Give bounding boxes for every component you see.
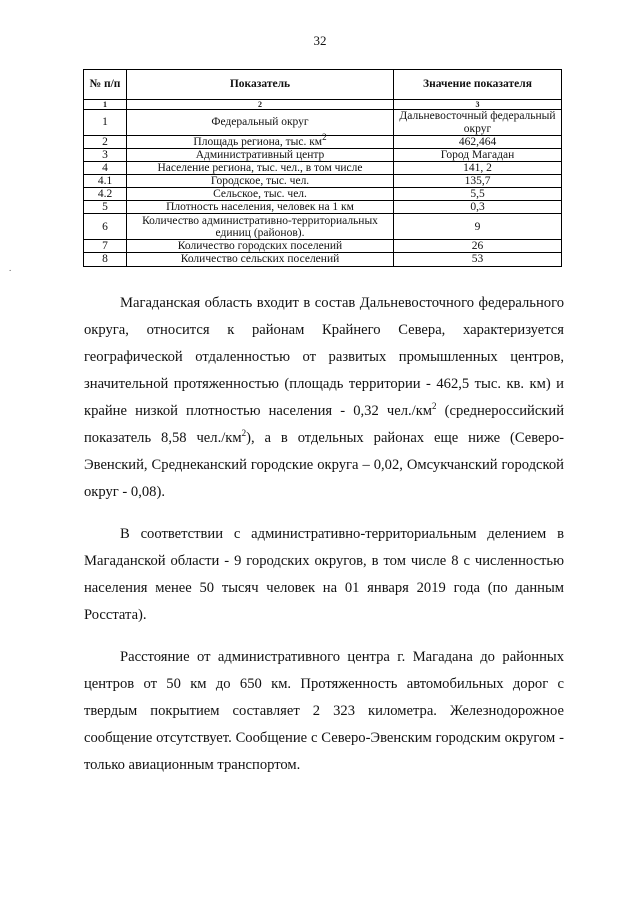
page-number: 32 bbox=[313, 33, 327, 48]
indicator-text: Административный центр bbox=[195, 149, 325, 162]
row-number: 4.2 bbox=[84, 188, 127, 201]
row-value: 53 bbox=[394, 253, 562, 266]
column-number: 1 bbox=[84, 100, 127, 110]
table-row bbox=[84, 188, 562, 201]
row-number: 3 bbox=[84, 149, 127, 162]
row-value: 9 bbox=[394, 214, 562, 240]
column-number: 2 bbox=[127, 100, 394, 110]
indicator-text: Количество сельских поселений bbox=[180, 253, 340, 266]
row-value: 141, 2 bbox=[394, 162, 562, 175]
row-indicator bbox=[127, 188, 394, 201]
paragraph-1-part-b: (среднероссийский показатель 8,58 чел./км bbox=[84, 403, 565, 446]
indicator-text: Количество городских поселений bbox=[177, 240, 343, 253]
paragraph-1-part-a: Магаданская область входит в состав Дальневосточного федерального округа, относится к районам Крайнего Севера, характеризуется географической отдаленностью от развитых промышленных центров, значительной протяженностью (площадь территории - 462,5 тыс. кв. км) и крайне низкой плотностью населения - 0,32 чел./км bbox=[84, 295, 564, 419]
header-indicator: Показатель bbox=[127, 70, 394, 100]
column-number: 3 bbox=[394, 100, 562, 110]
row-indicator bbox=[127, 110, 394, 136]
body-text bbox=[84, 290, 564, 794]
superscript: 2 bbox=[241, 428, 247, 439]
table-header-row bbox=[84, 70, 562, 100]
table-row bbox=[84, 175, 562, 188]
row-number: 2 bbox=[84, 136, 127, 149]
paragraph-1-part-c: ), а в отдельных районах еще ниже (Северо-Эвенский, Среднеканский городские округа – 0,02, Омсукчанский городской округ - 0,08). bbox=[84, 430, 564, 500]
table-row bbox=[84, 149, 562, 162]
row-value: 135,7 bbox=[394, 175, 562, 188]
row-indicator bbox=[127, 132, 394, 149]
table-row bbox=[84, 136, 562, 149]
indicator-text: Площадь региона, тыс. км bbox=[193, 136, 323, 148]
indicator-text: Количество административно-территориальных единиц (районов). bbox=[142, 214, 378, 239]
superscript: 2 bbox=[322, 132, 327, 143]
column-numbers-row bbox=[84, 100, 562, 110]
row-number: 6 bbox=[84, 214, 127, 240]
table-row bbox=[84, 240, 562, 253]
table-row bbox=[84, 201, 562, 214]
row-number: 1 bbox=[84, 110, 127, 136]
table-row bbox=[84, 162, 562, 175]
table-row bbox=[84, 253, 562, 266]
row-number: 4.1 bbox=[84, 175, 127, 188]
header-number: № п/п bbox=[84, 70, 127, 100]
row-indicator bbox=[127, 253, 394, 266]
row-value: 0,3 bbox=[394, 201, 562, 214]
indicator-text: Население региона, тыс. чел., в том числе bbox=[157, 162, 363, 175]
row-indicator bbox=[127, 201, 394, 214]
row-value: 462,464 bbox=[394, 136, 562, 149]
row-indicator bbox=[127, 162, 394, 175]
row-indicator bbox=[127, 149, 394, 162]
superscript: 2 bbox=[432, 401, 437, 412]
paragraph-1 bbox=[84, 290, 564, 506]
row-number: 4 bbox=[84, 162, 127, 175]
margin-mark: . bbox=[9, 263, 12, 273]
indicator-text: Городское, тыс. чел. bbox=[210, 175, 310, 188]
row-value: Дальневосточный федеральный округ bbox=[394, 110, 562, 136]
row-number: 5 bbox=[84, 201, 127, 214]
table-row bbox=[84, 214, 562, 240]
row-value: Город Магадан bbox=[394, 149, 562, 162]
paragraph-3: Расстояние от административного центра г. Магадана до районных центров от 50 км до 650 км. Протяженность автомобильных дорог с твердым покрытием составляет 2 323 километра. Железнодорожное сообщение отсутствует. Сообщение с Северо-Эвенским городским округом - только авиационным транспортом. bbox=[84, 649, 564, 773]
indicators-table bbox=[83, 69, 562, 267]
indicator-text: Плотность населения, человек на 1 км bbox=[166, 201, 354, 214]
row-value: 26 bbox=[394, 240, 562, 253]
indicator-text: Сельское, тыс. чел. bbox=[213, 188, 307, 201]
row-number: 7 bbox=[84, 240, 127, 253]
row-number: 8 bbox=[84, 253, 127, 266]
header-value: Значение показателя bbox=[394, 70, 562, 100]
indicator-text: Федеральный округ bbox=[211, 116, 309, 129]
row-indicator bbox=[127, 175, 394, 188]
paragraph-2: В соответствии с административно-территориальным делением в Магаданской области - 9 городских округов, в том числе 8 с численностью населения менее 50 тысяч человек на 01 января 2019 года (по данным Росстата). bbox=[84, 526, 564, 623]
row-indicator bbox=[127, 240, 394, 253]
row-value: 5,5 bbox=[394, 188, 562, 201]
row-indicator bbox=[127, 214, 394, 240]
